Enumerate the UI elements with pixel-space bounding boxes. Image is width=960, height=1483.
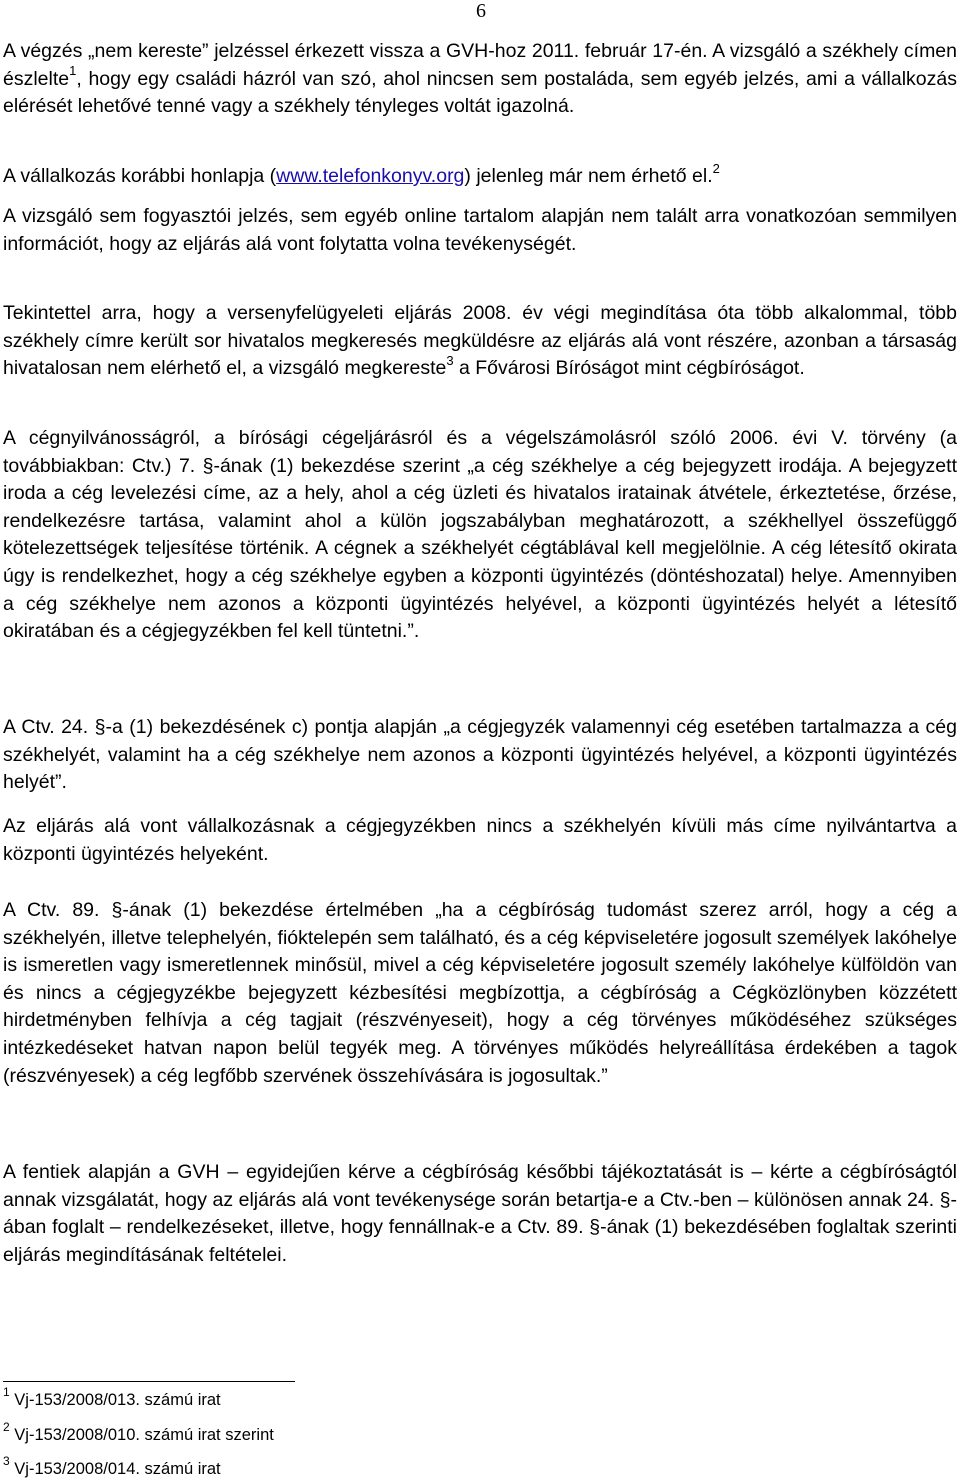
- paragraph-2: [3, 160, 957, 191]
- footnote-1-number: 1: [3, 1384, 10, 1399]
- paragraph-4-text-b: a Fővárosi Bíróságot mint cégbíróságot.: [453, 357, 805, 380]
- footnote-1-text: Vj-153/2008/013. számú irat: [9, 1391, 221, 1409]
- footnote-separator: [3, 1381, 295, 1382]
- footnote-2-text: Vj-153/2008/010. számú irat szerint: [9, 1426, 274, 1444]
- paragraph-4-text-a: Tekintettel arra, hogy a versenyfelügyeleti eljárás 2008. év végi megindítása óta több alkalommal, több székhely címre került sor hivatalos megkeresés megküldésre az eljárás alá vont részére, azonban a társaság hivatalosan nem elérhető el, a vizsgáló megkereste: [3, 302, 957, 380]
- paragraph-3: A vizsgáló sem fogyasztói jelzés, sem egyéb online tartalom alapján nem talált arra vonatkozóan semmilyen információt, hogy az eljárás alá vont folytatta volna tevékenységét.: [3, 205, 957, 255]
- footnote-2: [3, 1419, 274, 1445]
- footnote-ref-1[interactable]: 1: [69, 63, 77, 79]
- paragraph-2-text-a: A vállalkozás korábbi honlapja (: [3, 165, 277, 187]
- footnote-2-number: 2: [3, 1419, 10, 1434]
- paragraph-1-text-a: A végzés „nem kereste” jelzéssel érkezett vissza a GVH-hoz 2011. február 17-én. A vizsgáló a székhely címen észlelte: [3, 40, 957, 90]
- paragraph-1: [3, 38, 957, 121]
- footnote-ref-2[interactable]: 2: [712, 160, 720, 176]
- paragraph-6: A Ctv. 24. §-a (1) bekezdésének c) pontja alapján „a cégjegyzék valamennyi cég esetében tartalmazza a cég székhelyét, valamint ha a cég székhelye nem azonos a központi ügyintézés helyével, a központi ügyintézés helyét”.: [3, 716, 957, 794]
- paragraph-2-text-b: ) jelenleg már nem érhető el.: [464, 165, 713, 187]
- page-number: 6: [476, 0, 486, 22]
- paragraph-5: A cégnyilvánosságról, a bírósági cégeljárásról és a végelszámolásról szóló 2006. évi V. törvény (a továbbiakban: Ctv.) 7. §-ának (1) bekezdése szerint „a cég székhelye a cég bejegyzett irodája. A bejegyzett iroda a cég levelezési címe, az a hely, ahol a cég üzleti és hivatalos iratainak átvétele, érkeztetése, őrzése, rendelkezésre tartása, valamint ahol a külön jogszabályban meghatározott, a székhellyel összefüggő kötelezettségek teljesítése történik. A cégnek a székhelyét cégtáblával kell megjelölnie. A cég létesítő okirata úgy is rendelkezhet, hogy a cég székhelye egyben a központi ügyintézés (döntéshozatal) helye. Amennyiben a cég székhelye nem azonos a központi ügyintézés helyével, a központi ügyintézés helyét a létesítő okiratában és a cégjegyzékben fel kell tüntetni.”.: [3, 427, 957, 643]
- paragraph-8: A Ctv. 89. §-ának (1) bekezdése értelmében „ha a cégbíróság tudomást szerez arról, hogy a cég a székhelyén, illetve telephelyén, fióktelepén sem található, és a cég képviseletére jogosult személyek lakóhelye is ismeretlen vagy ismeretlennek minősül, mivel a cég képviseletére jogosult személy lakóhelye külföldön van és nincs a cégjegyzékbe bejegyzett kézbesítési megbízottja, a cégbíróság a Cégközlönyben közzétett hirdetményben felhívja a cég tagjait (részvényeseit), hogy a cég törvényes működéséhez szükséges intézkedéseket hatvan napon belül tegyék meg. A törvényes működés helyreállítása érdekében a tagok (részvényesek) a cég legfőbb szervének összehívására is jogosultak.”: [3, 899, 957, 1087]
- footnote-3-text: Vj-153/2008/014. számú irat: [9, 1460, 221, 1478]
- paragraph-1-text-b: , hogy egy családi házról van szó, ahol nincsen sem postaláda, sem egyéb jelzés, ami a vállalkozás elérését lehetővé tenné vagy a székhely tényleges voltát igazolná.: [3, 67, 957, 118]
- footnote-3: [3, 1453, 221, 1479]
- paragraph-7: Az eljárás alá vont vállalkozásnak a cégjegyzékben nincs a székhelyén kívüli más címe nyilvántartva a központi ügyintézés helyeként.: [3, 815, 957, 865]
- footnote-ref-3[interactable]: 3: [446, 352, 454, 368]
- paragraph-9: A fentiek alapján a GVH – egyidejűen kérve a cégbíróság későbbi tájékoztatását is – kérte a cégbíróságtól annak vizsgálatát, hogy az eljárás alá vont tevékenysége során betartja-e a Ctv.-ben – különösen annak 24. §-ában foglalt – rendelkezéseket, illetve, hogy fennállnak-e a Ctv. 89. §-ának (1) bekezdésében foglaltak szerinti eljárás megindításának feltételei.: [3, 1161, 957, 1266]
- paragraph-4: [3, 300, 957, 383]
- footnote-3-number: 3: [3, 1453, 10, 1468]
- website-link[interactable]: www.telefonkonyv.org: [276, 165, 465, 187]
- footnote-1: [3, 1384, 221, 1410]
